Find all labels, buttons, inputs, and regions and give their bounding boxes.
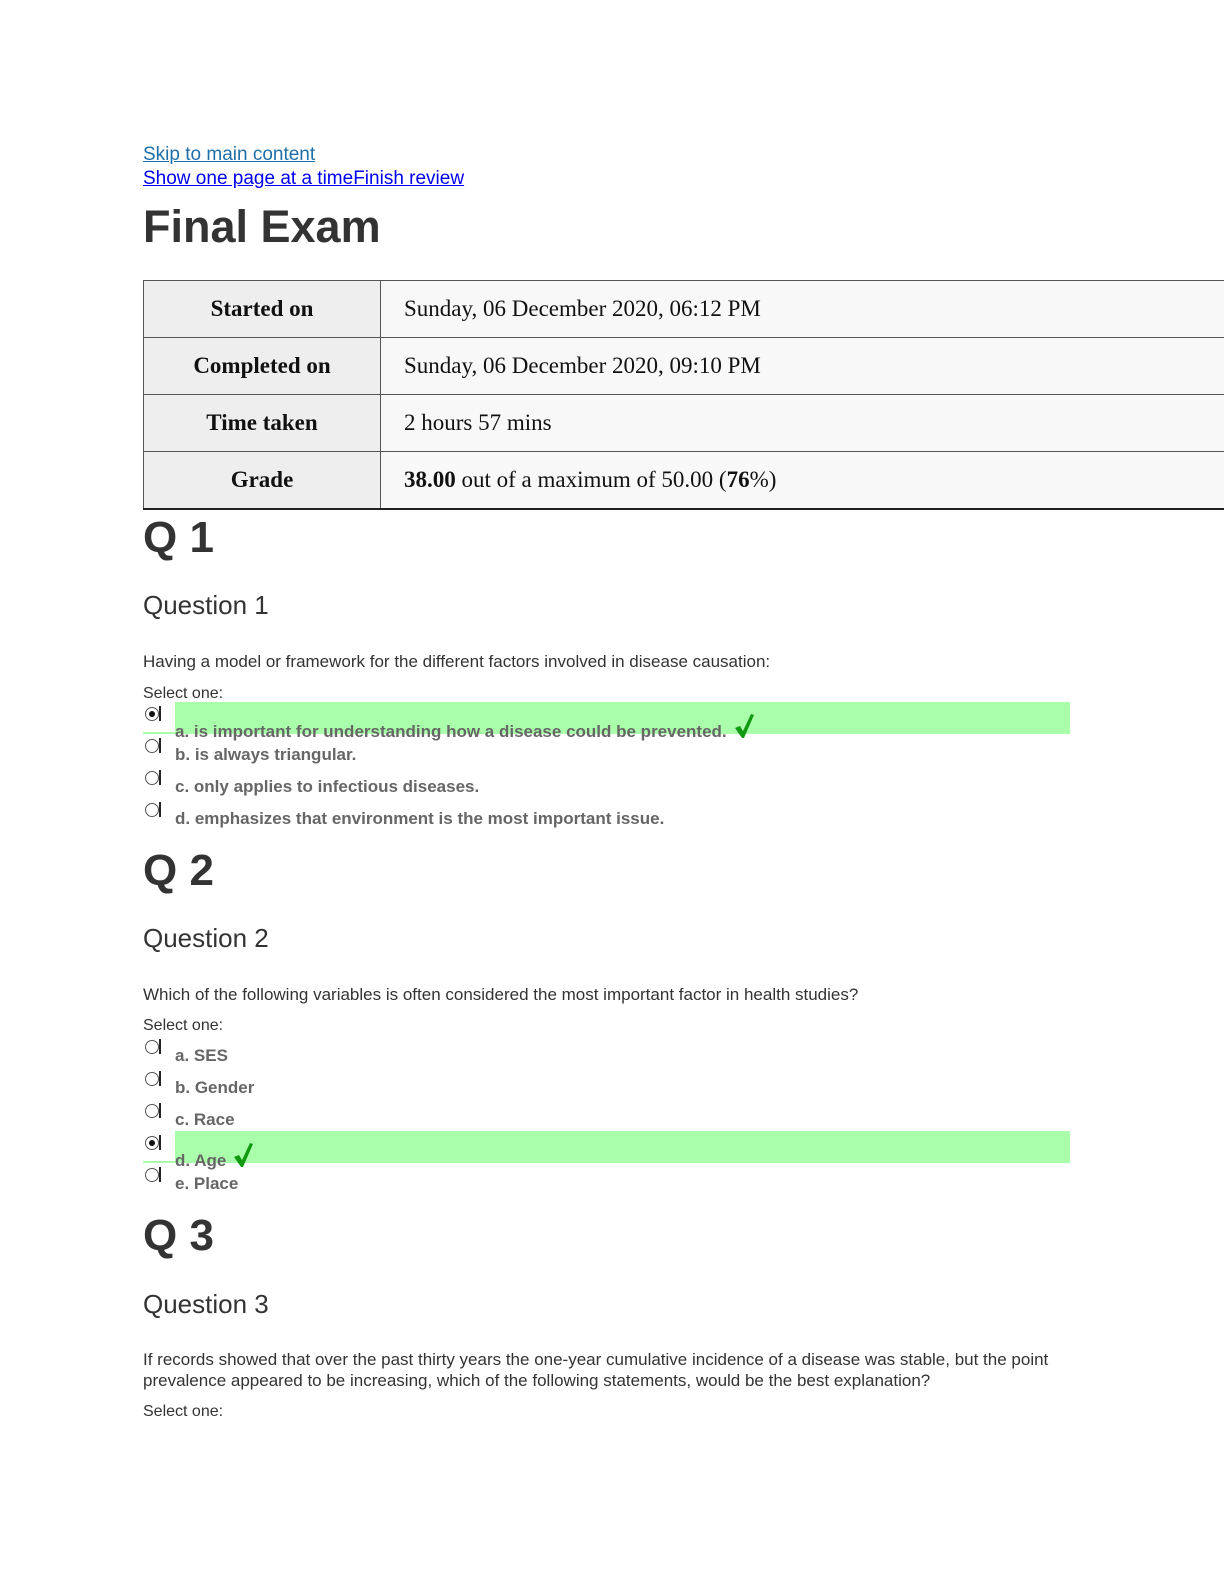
answer-label: b. is always triangular.	[175, 745, 357, 764]
answer-label: e. Place	[175, 1174, 239, 1193]
answer-option[interactable]	[143, 734, 1070, 766]
answer-option[interactable]	[143, 1163, 1070, 1195]
review-nav	[143, 167, 464, 191]
summary-label: Started on	[144, 281, 381, 338]
summary-row-completed	[144, 338, 1224, 395]
answer-option[interactable]	[143, 1035, 1070, 1067]
summary-value: Sunday, 06 December 2020, 06:12 PM	[381, 281, 1224, 338]
answer-label: a. SES	[175, 1046, 228, 1065]
grade-percent: 76	[726, 467, 750, 492]
finish-review-link[interactable]: Finish review	[353, 168, 465, 189]
select-one-label: Select one:	[143, 1017, 224, 1034]
skip-to-main-link[interactable]: Skip to main content	[143, 144, 316, 165]
summary-label: Time taken	[144, 395, 381, 452]
answer-option[interactable]	[143, 766, 1070, 798]
question-number: Question 3	[143, 1289, 269, 1319]
radio-button[interactable]	[145, 1136, 159, 1150]
grade-maximum-text: out of a maximum of 50.00 (	[455, 467, 727, 492]
answer-label: c. Race	[175, 1110, 235, 1129]
answer-option[interactable]	[143, 798, 1070, 830]
summary-row-time-taken	[144, 395, 1224, 452]
question-text: If records showed that over the past thirty years the one-year cumulative incidence of a disease was stable, but the point prevalence appeared to be increasing, which of the following statements, would be the best explanation?	[143, 1350, 1049, 1390]
correct-highlight	[175, 1131, 1070, 1163]
select-one-label: Select one:	[143, 1403, 224, 1420]
page-title: Final Exam	[143, 201, 381, 252]
answer-option[interactable]	[143, 702, 1070, 741]
answer-option[interactable]	[143, 1131, 1070, 1170]
radio-button[interactable]	[145, 1072, 159, 1086]
grade-score: 38.00	[404, 467, 456, 492]
radio-button[interactable]	[145, 707, 159, 721]
question-text: Which of the following variables is often considered the most important factor in health studies?	[143, 985, 859, 1004]
show-one-page-link[interactable]: Show one page at a time	[143, 168, 354, 189]
question-number: Question 1	[143, 590, 269, 620]
answer-label: a. is important for understanding how a disease could be prevented.	[175, 722, 727, 741]
answer-label: b. Gender	[175, 1078, 255, 1097]
select-one-label: Select one:	[143, 685, 224, 702]
question-heading: Q 2	[143, 846, 214, 895]
question-number: Question 2	[143, 923, 269, 953]
answer-list	[143, 1035, 1070, 1195]
answer-label: d. emphasizes that environment is the most important issue.	[175, 809, 665, 828]
top-links	[143, 143, 464, 191]
radio-button[interactable]	[145, 803, 159, 817]
answer-list	[143, 702, 1070, 830]
summary-value: Sunday, 06 December 2020, 09:10 PM	[381, 338, 1224, 395]
grade-value	[381, 452, 1224, 510]
question-text: Having a model or framework for the different factors involved in disease causation:	[143, 652, 771, 671]
radio-button[interactable]	[145, 1168, 159, 1182]
answer-label: d. Age	[175, 1151, 227, 1170]
question-heading: Q 1	[143, 513, 214, 562]
radio-button[interactable]	[145, 771, 159, 785]
summary-label: Completed on	[144, 338, 381, 395]
attempt-summary-table	[143, 280, 1224, 510]
radio-button[interactable]	[145, 1104, 159, 1118]
summary-row-grade	[144, 452, 1224, 510]
grade-percent-suffix: %)	[749, 467, 777, 492]
answer-option[interactable]	[143, 1099, 1070, 1131]
radio-button[interactable]	[145, 739, 159, 753]
summary-value: 2 hours 57 mins	[381, 395, 1224, 452]
answer-label: c. only applies to infectious diseases.	[175, 777, 480, 796]
question-heading: Q 3	[143, 1211, 214, 1260]
radio-button[interactable]	[145, 1040, 159, 1054]
summary-row-started	[144, 281, 1224, 338]
summary-label: Grade	[144, 452, 381, 510]
answer-option[interactable]	[143, 1067, 1070, 1099]
